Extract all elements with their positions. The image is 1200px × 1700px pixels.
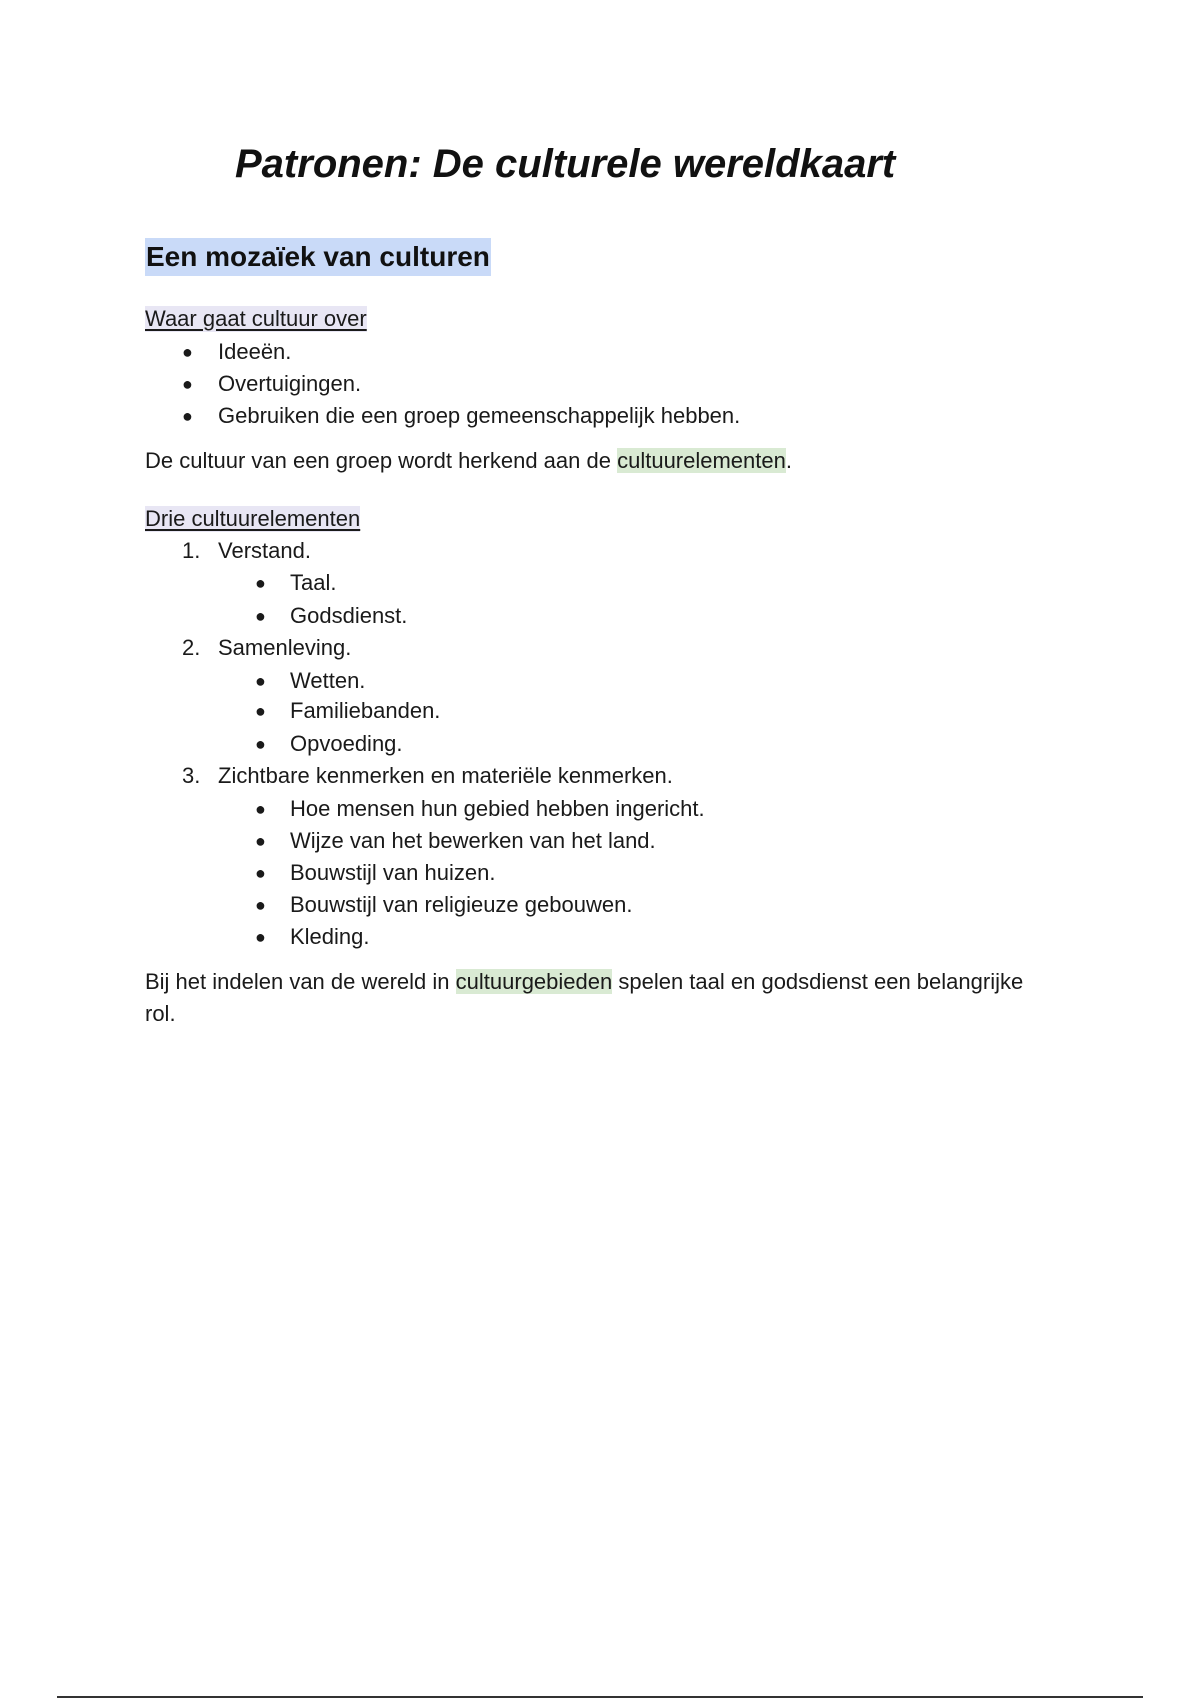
bullet-icon: ● [182,406,193,426]
footer-rule [57,1696,1143,1698]
paragraph-text: . [785,448,792,473]
section-heading: Een mozaïek van culturen [145,238,491,276]
sub-list-item: Opvoeding. [290,731,403,756]
sub-list-item: Bouwstijl van religieuze gebouwen. [290,892,633,917]
paragraph-text: De cultuur van een groep wordt herkend aan de [145,448,618,473]
numbered-item: Zichtbare kenmerken en materiële kenmerken. [218,763,673,788]
highlighted-term: cultuurelementen [617,448,786,473]
bullet-icon: ● [255,895,266,915]
document-title: Patronen: De culturele wereldkaart [235,142,896,186]
highlighted-term: cultuurgebieden [455,969,613,994]
bullet-icon: ● [255,831,266,851]
sub-list-item: Kleding. [290,924,370,949]
sub-list-item: Wetten. [290,668,366,693]
paragraph-cultuurelementen [145,445,1045,477]
list-number: 1. [182,538,201,563]
sub-list-item: Bouwstijl van huizen. [290,860,496,885]
list-number: 3. [182,763,201,788]
numbered-item: Verstand. [218,538,311,563]
sub-list-item: Godsdienst. [290,603,408,628]
sub-list-item: Familiebanden. [290,698,441,723]
subheading-drie-cultuurelementen: Drie cultuurelementen [145,506,361,531]
numbered-item: Samenleving. [218,635,352,660]
bullet-icon: ● [182,342,193,362]
list-item: Ideeën. [218,339,292,364]
bullet-icon: ● [255,734,266,754]
bullet-icon: ● [182,374,193,394]
sub-list-item: Hoe mensen hun gebied hebben ingericht. [290,796,705,821]
bullet-icon: ● [255,606,266,626]
paragraph-text: Bij het indelen van de wereld in [145,969,456,994]
bullet-icon: ● [255,671,266,691]
paragraph-text: spelen taal en godsdienst een belangrijke rol. [145,969,1024,1026]
bullet-icon: ● [255,573,266,593]
list-item: Overtuigingen. [218,371,362,396]
subheading-waar-gaat-cultuur-over: Waar gaat cultuur over [145,306,367,331]
sub-list-item: Wijze van het bewerken van het land. [290,828,656,853]
list-number: 2. [182,635,201,660]
paragraph-cultuurgebieden [145,966,1045,1030]
bullet-icon: ● [255,701,266,721]
bullet-icon: ● [255,863,266,883]
bullet-icon: ● [255,799,266,819]
list-item: Gebruiken die een groep gemeenschappelijk hebben. [218,403,741,428]
bullet-icon: ● [255,927,266,947]
sub-list-item: Taal. [290,570,337,595]
